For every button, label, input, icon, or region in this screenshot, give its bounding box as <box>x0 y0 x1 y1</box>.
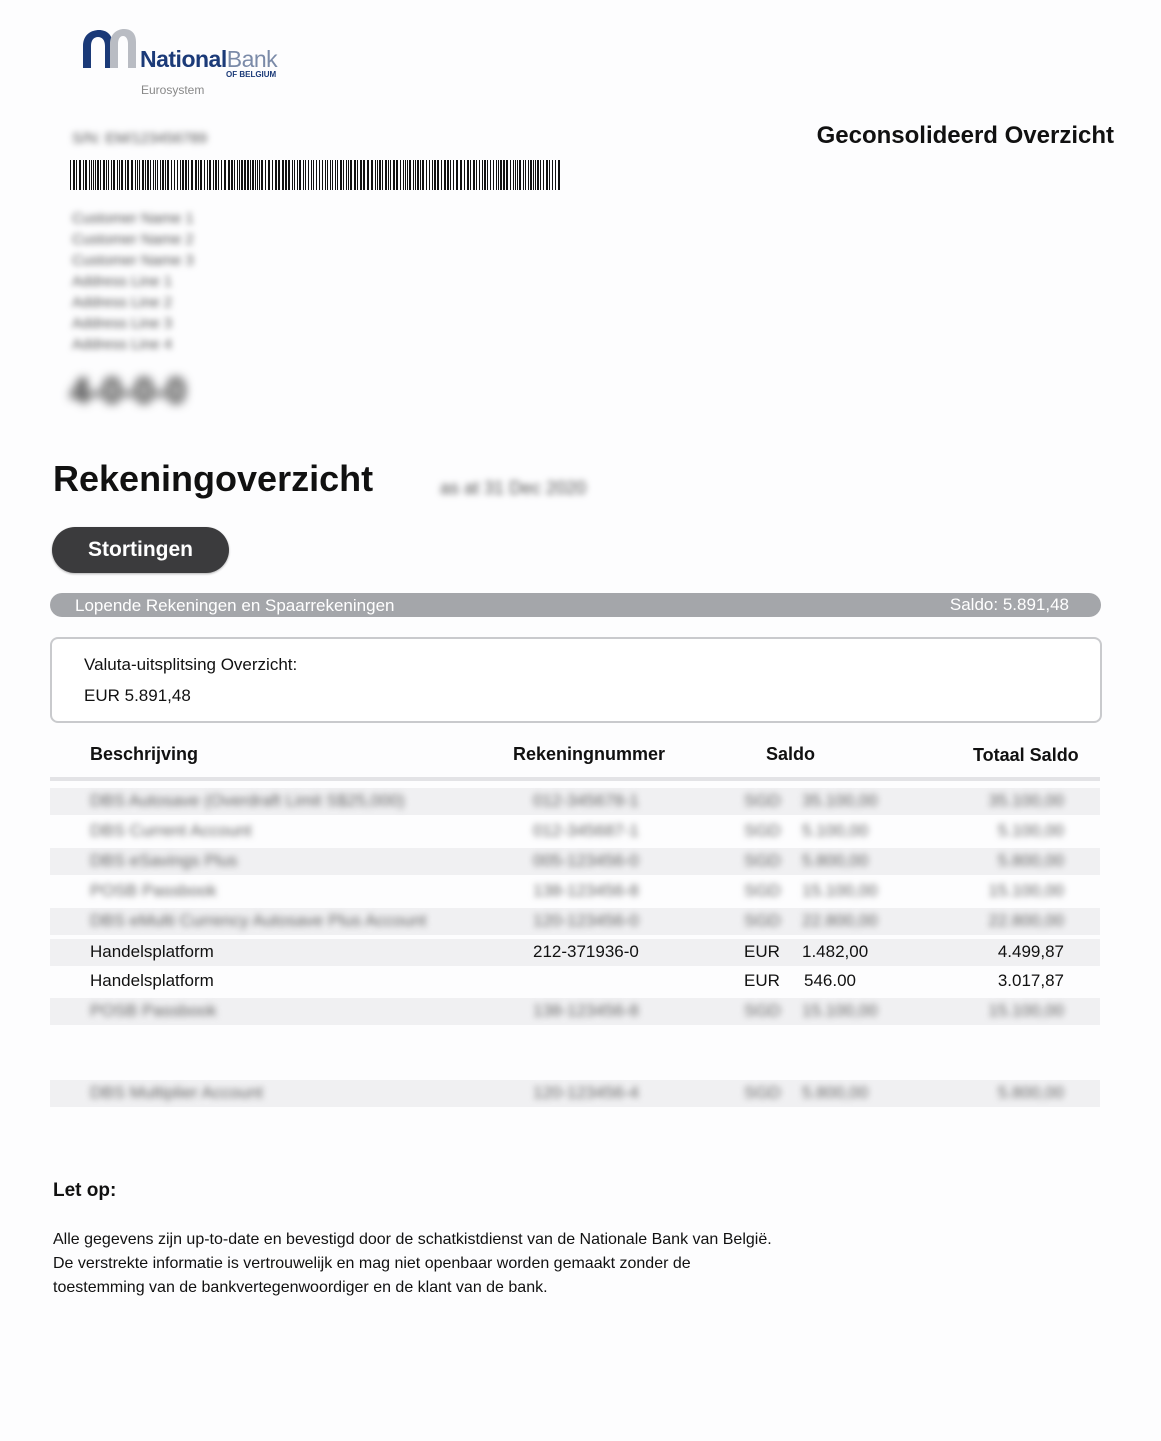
note-line: toestemming van de bankvertegenwoordiger en de klant van de bank. <box>53 1279 548 1296</box>
address-line: Address Line 3 <box>72 315 173 332</box>
table-row: DBS Multiplier Account 120-123456-4 SGD 5.800,00 5.800,00 <box>50 1080 1100 1107</box>
table-row: POSB Passbook 138-123456-8 SGD 15.100,00 15.100,00 <box>50 998 1100 1025</box>
currency-breakdown-box <box>50 637 1102 723</box>
bank-country: OF BELGIUM <box>226 70 277 79</box>
currency-breakdown-title: Valuta-uitsplitsing Overzicht: <box>84 655 298 674</box>
deposits-tab-button[interactable]: Stortingen <box>52 527 229 573</box>
column-header-total-balance: Totaal Saldo <box>973 745 1079 765</box>
table-row: DBS Autosave (Overdraft Limit S$25,000) 012-345678-1 SGD 35.100,00 35.100,00 <box>50 788 1100 815</box>
address-line: Address Line 1 <box>72 273 173 290</box>
currency-breakdown-value: EUR 5.891,48 <box>84 686 191 705</box>
table-row: DBS eSavings Plus 005-123456-0 SGD 5.800,00 5.800,00 <box>50 848 1100 875</box>
note-body <box>53 1228 813 1300</box>
bank-name: NationalBank <box>140 46 278 72</box>
table-row: POSB Passbook 138-123456-8 SGD 15.100,00 15.100,00 <box>90 881 1064 900</box>
accounts-balance: Saldo: 5.891,48 <box>949 595 1069 614</box>
address-line: Customer Name 2 <box>72 231 194 248</box>
column-header-description: Beschrijving <box>90 744 199 764</box>
document-title: Geconsolideerd Overzicht <box>816 122 1114 149</box>
reference-number: S/N: EM/123456789 <box>72 130 208 147</box>
note-line: Alle gegevens zijn up-to-date en bevestigd door de schatkistdienst van de Nationale Bank van België. <box>53 1231 772 1248</box>
address-line: Customer Name 1 <box>72 210 194 227</box>
accounts-category-label: Lopende Rekeningen en Spaarrekeningen <box>75 596 395 615</box>
column-header-account-number: Rekeningnummer <box>513 744 666 764</box>
nbb-logo-icon <box>80 28 138 70</box>
recipient-address <box>72 208 194 355</box>
bank-logo <box>80 28 310 108</box>
table-row: Handelsplatform 212-371936-0 EUR 1.482,00 4.499,87 <box>50 939 1100 966</box>
postal-code: 4-0-0-0 <box>70 370 187 411</box>
address-line: Address Line 4 <box>72 336 173 353</box>
note-line: De verstrekte informatie is vertrouwelijk en mag niet openbaar worden gemaakt zonder de <box>53 1255 691 1272</box>
column-header-balance: Saldo <box>766 744 816 764</box>
address-line: Customer Name 3 <box>72 252 194 269</box>
table-row: DBS Current Account 012-345687-1 SGD 5.100,00 5.100,00 <box>90 821 1064 840</box>
note-title: Let op: <box>53 1180 117 1201</box>
table-row: Handelsplatform EUR 546.00 3.017,87 <box>90 971 1064 990</box>
bank-subtitle: Eurosystem <box>141 83 205 97</box>
accounts-summary-bar <box>50 593 1101 617</box>
table-header-rule <box>50 777 1100 781</box>
address-line: Address Line 2 <box>72 294 173 311</box>
barcode <box>70 160 562 190</box>
table-row: DBS eMulti Currency Autosave Plus Account 120-123456-0 SGD 22.800,00 22.800,00 <box>50 908 1100 935</box>
section-title: Rekeningoverzicht <box>53 458 374 499</box>
statement-date: as at 31 Dec 2020 <box>440 478 587 498</box>
